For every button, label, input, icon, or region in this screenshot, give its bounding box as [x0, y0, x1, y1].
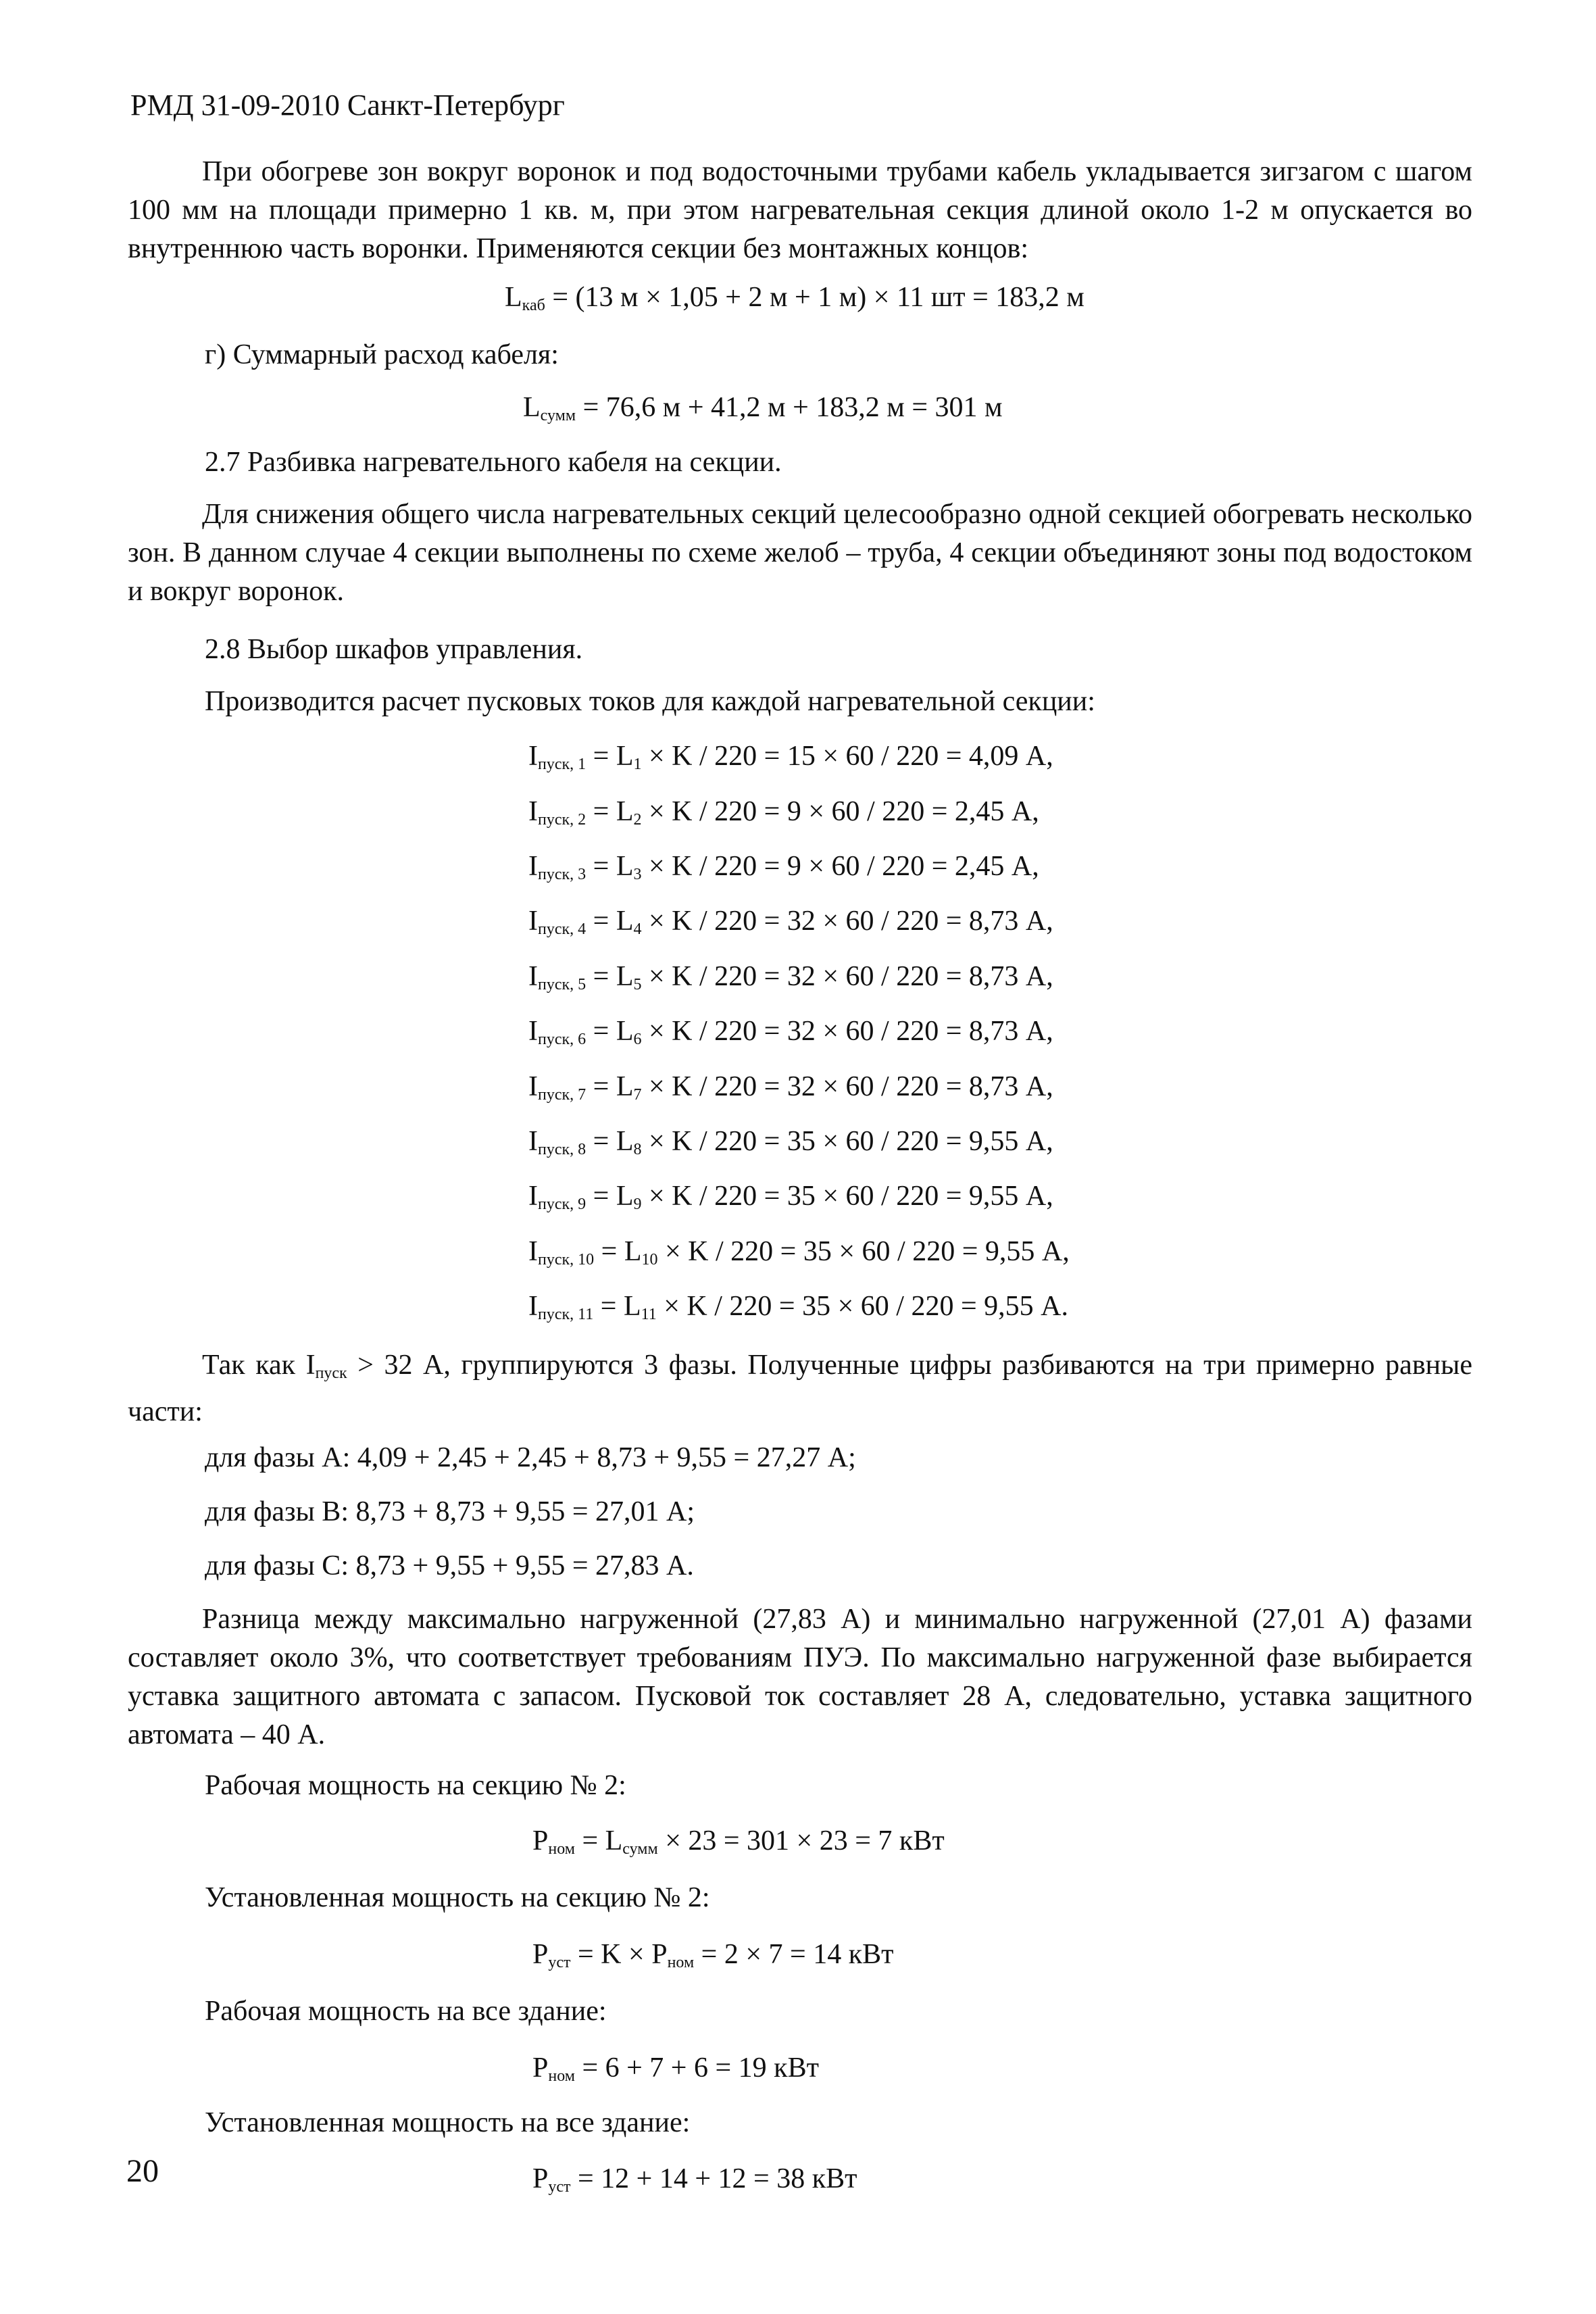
- current-formula-4: $I_{пуск, 4} = L_4 \times K / 220 = 32 \times 60 / 220 = 8,73$ А,: [528, 906, 1053, 938]
- formula-cable-length: [505, 278, 1084, 324]
- formula-symbol: L: [505, 282, 522, 313]
- formula-installed-power-building: $P_{уст} = 12 + 14 + 12 = 38$ кВт: [532, 2163, 857, 2196]
- paragraph-phase-difference: Разница между максимально нагруженной (27,83 А) и минимально нагруженной (27,01 А) фазами составляет около 3%, что соответствует требованиям ПУЭ. По максимально нагруженной фазе выбирается уставка защитного автомата с запасом. Пусковой ток составляет 28 А, следовательно, уставка защитного автомата – 40 А.: [128, 1604, 1472, 1750]
- section-heading-2-8: 2.8 Выбор шкафов управления.: [205, 634, 583, 665]
- paragraph-funnel-heating: При обогреве зон вокруг воронок и под водосточными трубами кабель укладывается зигзагом с шагом 100 мм на площади примерно 1 кв. м, при этом нагревательная секция длиной около 1-2 м опускается во внутреннюю часть воронки. Применяются секции без монтажных концов:: [128, 156, 1472, 264]
- formula-installed-power-section-2: $P_{уст} = K \times P_{ном} = 2 \times 7 = 14$ кВт: [532, 1939, 894, 1971]
- current-formula-8: $I_{пуск, 8} = L_8 \times K / 220 = 35 \times 60 / 220 = 9,55$ А,: [528, 1126, 1053, 1158]
- paragraph-section-split: Для снижения общего числа нагревательных секций целесообразно одной секцией обогревать несколько зон. В данном случае 4 секции выполнены по схеме желоб – труба, 4 секции объединяют зоны под водостоком и вокруг воронок.: [128, 499, 1472, 607]
- current-formula-2: $I_{пуск, 2} = L_2 \times K / 220 = 9 \times 60 / 220 = 2,45$ А,: [528, 796, 1039, 829]
- formula-subscript: каб: [522, 297, 545, 314]
- item-total-cable: г) Суммарный расход кабеля:: [205, 339, 559, 370]
- label-work-power-section-2: Рабочая мощность на секцию № 2:: [205, 1770, 626, 1801]
- section-heading-2-7: 2.7 Разбивка нагревательного кабеля на секции.: [205, 447, 782, 478]
- current-formula-11: $I_{пуск, 11} = L_{11} \times K / 220 = 35 \times 60 / 220 = 9,55$ А.: [528, 1291, 1068, 1323]
- formula-total-cable: [523, 389, 1003, 435]
- page-number: 20: [126, 2153, 159, 2189]
- formula-subscript: сумм: [540, 407, 576, 424]
- label-installed-power-building: Установленная мощность на все здание:: [205, 2107, 691, 2138]
- formula-work-power-section-2: $P_{ном} = L_{сумм} \times 23 = 301 \times 23 = 7$ кВт: [532, 1825, 945, 1858]
- current-formula-5: $I_{пуск, 5} = L_5 \times K / 220 = 32 \times 60 / 220 = 8,73$ А,: [528, 961, 1053, 993]
- current-formula-6: $I_{пуск, 6} = L_6 \times K / 220 = 32 \times 60 / 220 = 8,73$ А,: [528, 1016, 1053, 1048]
- formula-expression: = 76,6 м + 41,2 м + 183,2 м = 301 м: [576, 392, 1003, 423]
- phase-c-sum: для фазы С: 8,73 + 9,55 + 9,55 = 27,83 А.: [205, 1550, 694, 1581]
- paragraph-phase-grouping: Так как $I_{пуск} > 32$ А, группируются 3 фазы. Полученные цифры разбиваются на три примерно равные части:: [128, 1350, 1472, 1427]
- formula-work-power-building: $P_{ном} = 6 + 7 + 6 = 19$ кВт: [532, 2052, 819, 2085]
- current-formula-10: $I_{пуск, 10} = L_{10} \times K / 220 = 35 \times 60 / 220 = 9,55$ А,: [528, 1236, 1070, 1269]
- formula-expression: = (13 м × 1,05 + 2 м + 1 м) × 11 шт = 183,2 м: [545, 282, 1084, 313]
- page-header: РМД 31-09-2010 Санкт-Петербург: [130, 89, 565, 122]
- formula-symbol: L: [523, 392, 541, 423]
- intro-currents: Производится расчет пусковых токов для каждой нагревательной секции:: [205, 686, 1095, 717]
- phase-a-sum: для фазы А: 4,09 + 2,45 + 2,45 + 8,73 + 9,55 = 27,27 А;: [205, 1442, 856, 1473]
- current-formula-1: $I_{пуск, 1} = L_1 \times K / 220 = 15 \times 60 / 220 = 4,09$ А,: [528, 741, 1053, 773]
- label-installed-power-section-2: Установленная мощность на секцию № 2:: [205, 1882, 710, 1913]
- current-formula-9: $I_{пуск, 9} = L_9 \times K / 220 = 35 \times 60 / 220 = 9,55$ А,: [528, 1181, 1053, 1213]
- current-formula-3: $I_{пуск, 3} = L_3 \times K / 220 = 9 \times 60 / 220 = 2,45$ А,: [528, 851, 1039, 883]
- label-work-power-building: Рабочая мощность на все здание:: [205, 1996, 607, 2027]
- current-formula-7: $I_{пуск, 7} = L_7 \times K / 220 = 32 \times 60 / 220 = 8,73$ А,: [528, 1071, 1053, 1104]
- phase-b-sum: для фазы В: 8,73 + 8,73 + 9,55 = 27,01 А;: [205, 1496, 695, 1527]
